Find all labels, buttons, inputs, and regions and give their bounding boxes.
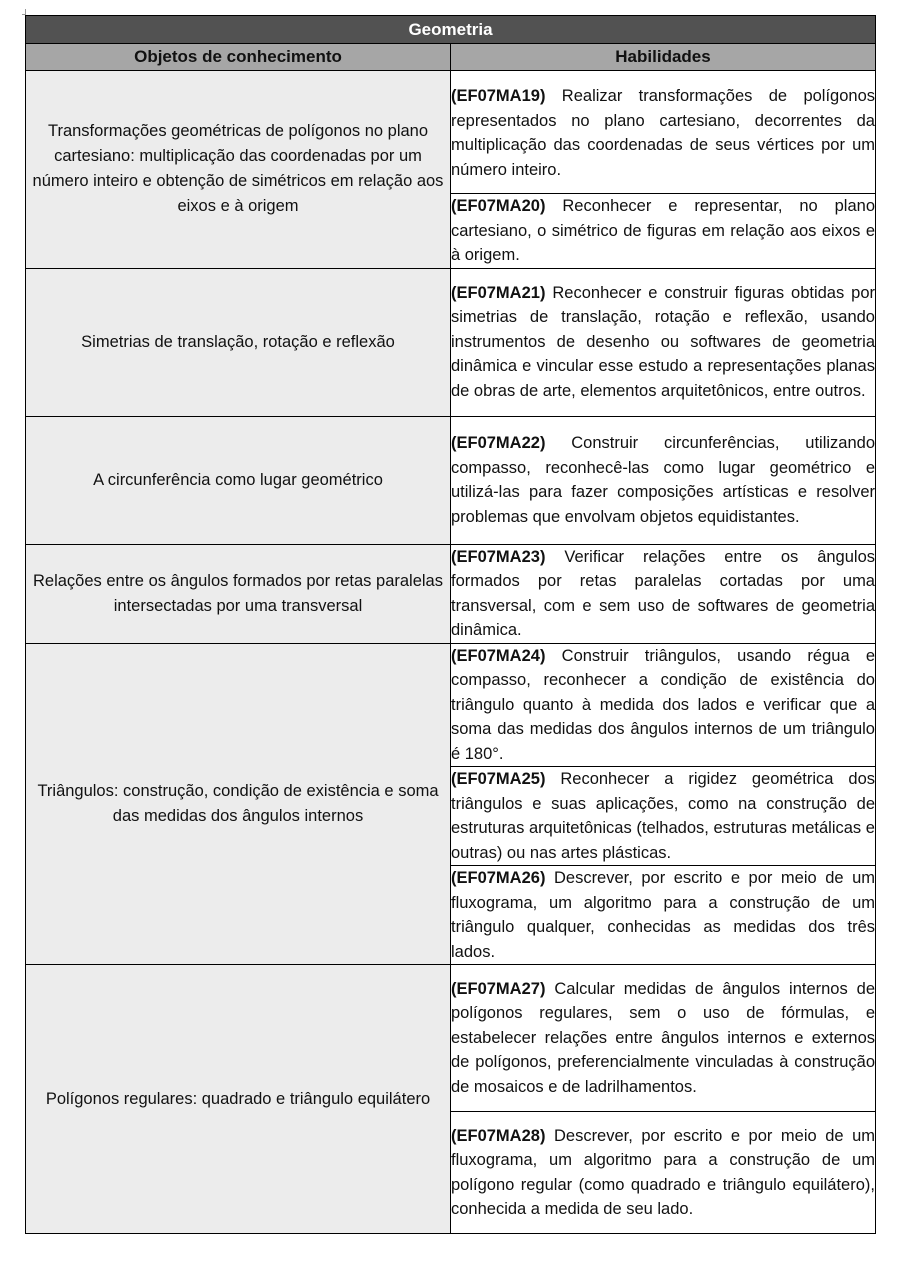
objeto-cell: Transformações geométricas de polígonos no plano cartesiano: multiplicação das coordenadas por um número inteiro e obtenção de simétricos em relação aos eixos e à origem [26, 71, 451, 269]
objeto-cell: Triângulos: construção, condição de existência e soma das medidas dos ângulos internos [26, 643, 451, 965]
skill-text: Construir circunferências, utilizando compasso, reconhecê-las como lugar geométrico e utilizá-las para fazer composições artísticas e resolver problemas que envolvam objetos equidistantes. [451, 434, 875, 526]
habilidade-cell [451, 416, 876, 544]
objeto-cell: Simetrias de translação, rotação e reflexão [26, 268, 451, 416]
habilidade-cell [451, 194, 876, 269]
table-row [26, 965, 876, 1112]
skill-code: (EF07MA24) [451, 646, 546, 665]
skill-code: (EF07MA19) [451, 87, 546, 105]
skill-code: (EF07MA28) [451, 1126, 546, 1145]
habilidade-cell [451, 71, 876, 194]
table-title: Geometria [26, 16, 876, 44]
skill-text: Reconhecer a rigidez geométrica dos triângulos e suas aplicações, como na construção de estruturas arquitetônicas (telhados, estruturas metálicas e outras) ou nas artes plásticas. [451, 770, 875, 862]
skill-text: Verificar relações entre os ângulos formados por retas paralelas cortadas por uma transversal, com e sem uso de softwares de geometria dinâmica. [451, 547, 875, 639]
table-row [26, 643, 876, 767]
table-header-row [26, 44, 876, 71]
habilidade-cell [451, 965, 876, 1112]
skill-text: Calcular medidas de ângulos internos de polígonos regulares, sem o uso de fórmulas, e estabelecer relações entre ângulos internos e externos de polígonos, preferencialmente vinculadas à construção de mosaicos e de ladrilhamentos. [451, 979, 875, 1096]
table-row [26, 416, 876, 544]
skill-code: (EF07MA25) [451, 770, 546, 788]
skill-code: (EF07MA21) [451, 283, 546, 302]
table-row [26, 71, 876, 194]
skill-text: Descrever, por escrito e por meio de um fluxograma, um algoritmo para a construção de um polígono regular (como quadrado e triângulo equilátero), conhecida a medida de seu lado. [451, 1126, 875, 1218]
table-row [26, 268, 876, 416]
skill-code: (EF07MA22) [451, 434, 546, 452]
column-header-objetos: Objetos de conhecimento [26, 44, 451, 71]
skill-text: Reconhecer e construir figuras obtidas por simetrias de translação, rotação e reflexão, usando instrumentos de desenho ou softwares de geometria dinâmica e vincular esse estudo a representações planas de obras de arte, elementos arquitetônicos, entre outros. [451, 283, 875, 400]
habilidade-cell [451, 767, 876, 866]
objeto-cell: Polígonos regulares: quadrado e triângulo equilátero [26, 965, 451, 1234]
skill-text: Realizar transformações de polígonos representados no plano cartesiano, decorrentes da multiplicação das coordenadas de seus vértices por um número inteiro. [451, 87, 875, 179]
objeto-cell: Relações entre os ângulos formados por retas paralelas intersectadas por uma transversal [26, 544, 451, 643]
column-header-habilidades: Habilidades [451, 44, 876, 71]
geometria-skills-table [25, 15, 876, 1234]
skill-text: Descrever, por escrito e por meio de um fluxograma, um algoritmo para a construção de um triângulo qualquer, conhecidas as medidas dos três lados. [451, 869, 875, 961]
skill-code: (EF07MA26) [451, 869, 546, 887]
skill-text: Reconhecer e representar, no plano cartesiano, o simétrico de figuras em relação aos eixos e à origem. [451, 197, 875, 264]
table-row [26, 544, 876, 643]
objeto-cell: A circunferência como lugar geométrico [26, 416, 451, 544]
skill-text: Construir triângulos, usando régua e compasso, reconhecer a condição de existência do triângulo quanto à medida dos lados e verificar que a soma das medidas dos ângulos internos de um triângulo é 180°. [451, 646, 875, 763]
table-title-row [26, 16, 876, 44]
habilidade-cell [451, 544, 876, 643]
skill-code: (EF07MA20) [451, 197, 546, 215]
skill-code: (EF07MA27) [451, 979, 546, 998]
skill-code: (EF07MA23) [451, 547, 546, 566]
habilidade-cell [451, 268, 876, 416]
habilidade-cell [451, 1112, 876, 1234]
habilidade-cell [451, 866, 876, 965]
habilidade-cell [451, 643, 876, 767]
